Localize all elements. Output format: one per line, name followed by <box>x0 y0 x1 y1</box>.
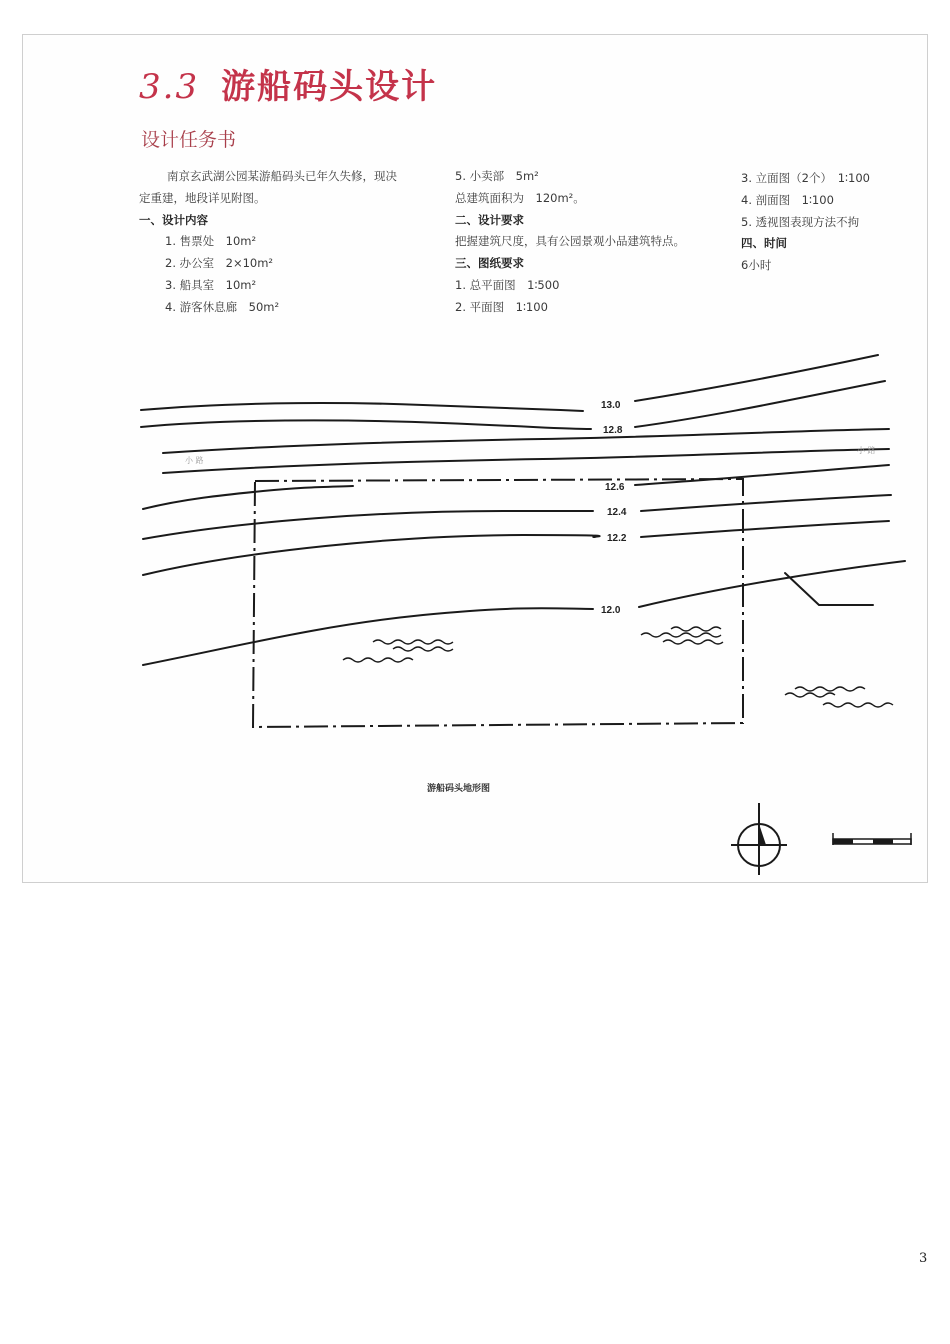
path-label: 小 路 <box>185 456 204 465</box>
content-item: 4. 游客休息廊 50m² <box>165 299 280 314</box>
contour-label: 12.6 <box>605 482 625 493</box>
contour-12-6 <box>143 486 353 509</box>
drawing-item: 1. 总平面图 1∶500 <box>455 277 560 292</box>
contour-12-8-east <box>635 381 885 427</box>
north-arrow-icon <box>731 803 787 875</box>
contour-label: 13.0 <box>601 400 621 411</box>
drawing-item: 3. 立面图（2个） 1∶100 <box>741 171 870 185</box>
requirements-text: 把握建筑尺度，具有公园景观小品建筑特点。 <box>455 234 685 249</box>
map-caption: 游船码头地形图 <box>427 784 491 794</box>
intro-line-1: 南京玄武湖公园某游船码头已年久失修，现决 <box>167 169 397 183</box>
pond-outline <box>785 573 873 605</box>
content-item: 3. 船具室 10m² <box>165 277 257 292</box>
content-heading: 一、设计内容 <box>139 212 208 227</box>
contour-12-2-east <box>641 521 889 537</box>
brief-column-middle <box>455 166 745 319</box>
contour-12-0-east <box>639 561 905 607</box>
contour-12-6-east <box>635 465 889 485</box>
water-waves <box>343 627 893 707</box>
path-edge-south <box>163 449 889 473</box>
time-heading: 四、时间 <box>741 236 787 251</box>
section-number: 3.3 <box>139 67 200 107</box>
path-label: 小 路 <box>857 446 876 455</box>
drawing-item: 2. 平面图 1∶100 <box>455 299 548 314</box>
contour-label: 12.4 <box>607 507 627 518</box>
brief-column-left <box>139 166 439 319</box>
contour-13-0 <box>141 403 583 411</box>
drawing-item: 5. 透视图表现方法不拘 <box>741 214 860 229</box>
intro-line-2: 定重建，地段详见附图。 <box>139 190 266 205</box>
contour-12-2 <box>143 535 600 575</box>
requirements-heading: 二、设计要求 <box>455 212 524 227</box>
time-value: 6小时 <box>741 258 772 273</box>
section-subtitle: 设计任务书 <box>141 129 237 151</box>
contour-label: 12.0 <box>601 605 621 616</box>
path-edge-north <box>163 429 889 453</box>
contour-12-0 <box>143 608 593 665</box>
contour-13-0-east <box>635 355 878 401</box>
scale-bar-icon <box>833 833 911 845</box>
content-item: 5. 小卖部 5m² <box>455 169 539 183</box>
page-title <box>139 59 437 108</box>
contour-12-8 <box>141 420 591 429</box>
section-title: 游船码头设计 <box>221 67 438 107</box>
content-item: 1. 售票处 10m² <box>165 234 257 249</box>
contour-12-4-east <box>641 495 891 511</box>
contour-label: 12.8 <box>603 425 623 436</box>
contour-label: 12.2 <box>607 533 627 544</box>
scanned-page <box>22 34 928 883</box>
page-number: 3 <box>919 1251 928 1266</box>
brief-column-right <box>741 168 921 277</box>
drawing-item: 4. 剖面图 1∶100 <box>741 192 834 207</box>
site-boundary <box>253 479 743 727</box>
total-area: 总建筑面积为 120m²。 <box>455 190 585 205</box>
drawings-heading: 三、图纸要求 <box>455 256 524 271</box>
content-item: 2. 办公室 2×10m² <box>165 256 274 271</box>
